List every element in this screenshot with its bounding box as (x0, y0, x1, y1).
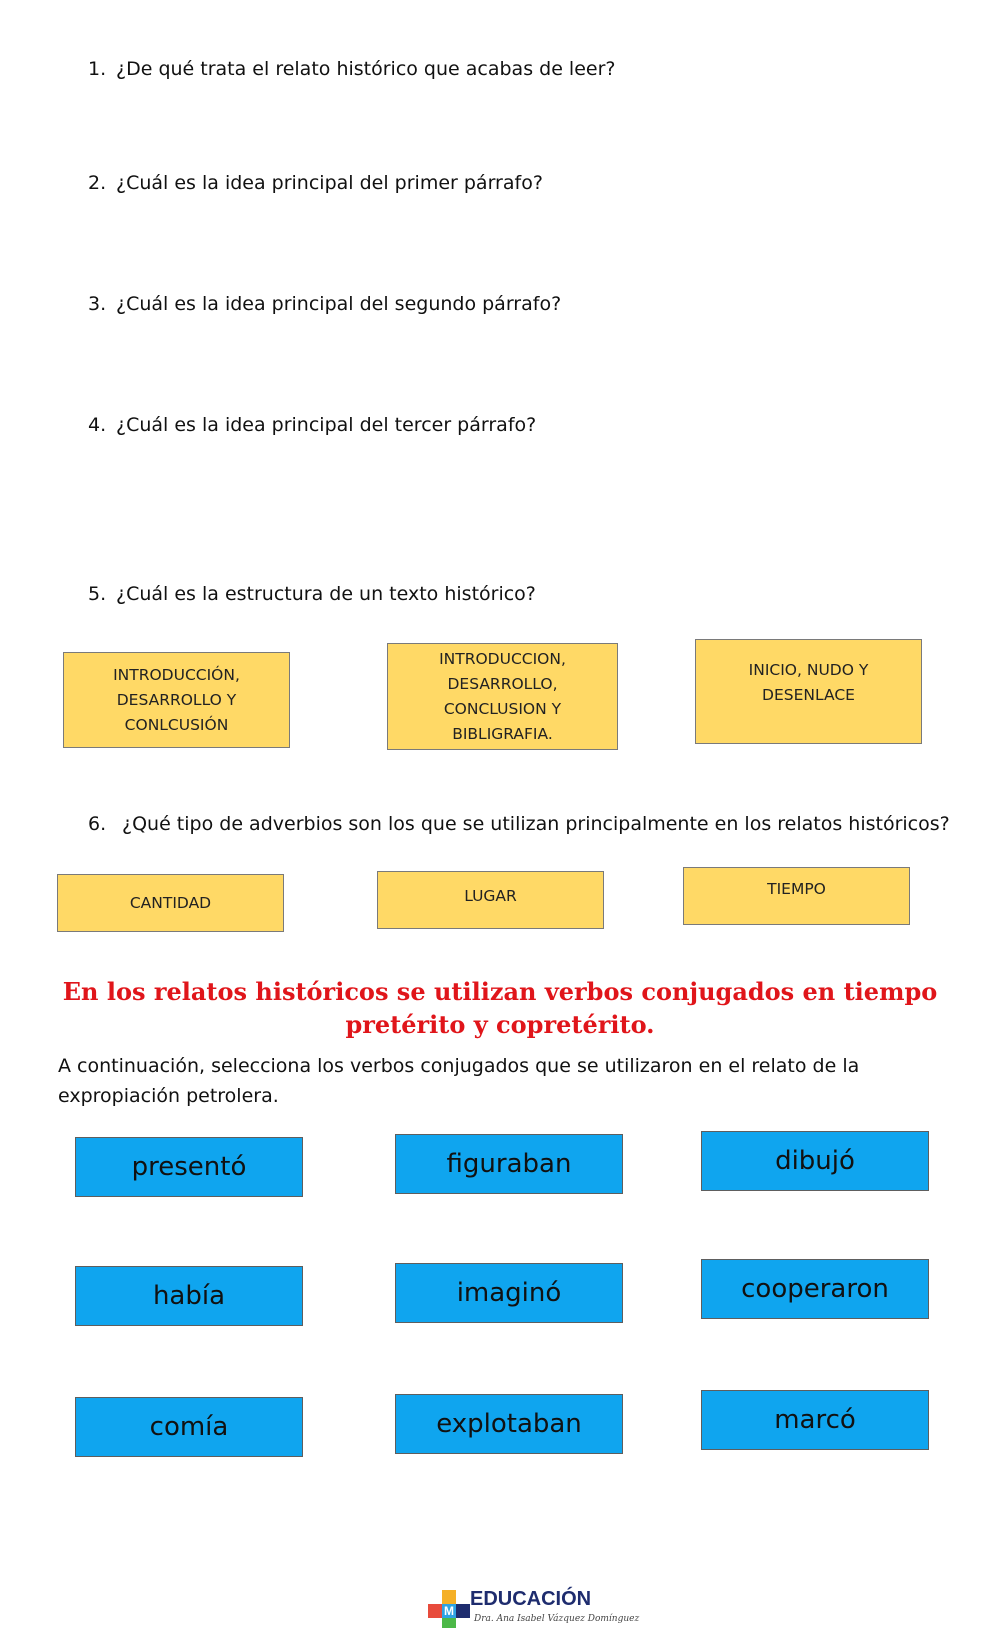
q5-option-3[interactable] (695, 639, 922, 744)
highlight-line: pretérito y copretérito. (345, 1010, 655, 1039)
question-text: ¿De qué trata el relato histórico que acabas de leer? (116, 58, 616, 80)
option-label: CANTIDAD (129, 893, 212, 912)
option-line: INICIO, NUDO Y (748, 661, 869, 679)
question-5 (88, 583, 536, 605)
question-3 (88, 293, 561, 315)
question-text: ¿Cuál es la idea principal del primer párrafo? (116, 172, 543, 194)
question-text: ¿Qué tipo de adverbios son los que se utilizan principalmente en los relatos históricos? (122, 813, 950, 835)
option-line: CONCLUSION Y (443, 699, 562, 718)
blocks-logo-icon (428, 1590, 470, 1628)
option-line: BIBLIGRAFIA. (452, 724, 553, 743)
q5-option-1[interactable] (63, 652, 290, 748)
logo-name: EDUCACIÓN (470, 1588, 592, 1610)
footer-logo (428, 1586, 640, 1632)
verb-label: dibujó (775, 1146, 855, 1176)
question-number: 6. (88, 813, 107, 835)
question-6 (88, 813, 950, 835)
verb-option-imagino[interactable] (395, 1263, 623, 1323)
option-label: TIEMPO (767, 880, 826, 898)
verb-option-explotaban[interactable] (395, 1394, 623, 1454)
verb-option-habia[interactable] (75, 1266, 303, 1326)
verb-label: había (152, 1281, 226, 1311)
option-line: DESARROLLO Y (116, 690, 237, 709)
verb-label: explotaban (436, 1409, 582, 1439)
q6-option-cantidad[interactable] (57, 874, 284, 932)
question-number: 5. (88, 583, 107, 605)
option-label: LUGAR (464, 887, 517, 905)
option-line: INTRODUCCIÓN, (113, 665, 240, 684)
verb-option-comia[interactable] (75, 1397, 303, 1457)
q6-option-lugar[interactable] (377, 871, 604, 929)
instruction-text: A continuación, selecciona los verbos conjugados que se utilizaron en el relato de la expropiación petrolera. (58, 1055, 860, 1107)
verb-label: marcó (774, 1405, 856, 1435)
question-number: 2. (88, 172, 107, 194)
verb-label: presentó (131, 1152, 247, 1182)
verb-option-cooperaron[interactable] (701, 1259, 929, 1319)
question-text: ¿Cuál es la estructura de un texto histórico? (116, 583, 536, 605)
highlight-line: En los relatos históricos se utilizan verbos conjugados en tiempo (62, 977, 938, 1006)
verb-label: cooperaron (741, 1274, 889, 1304)
svg-text:M: M (444, 1604, 454, 1618)
verb-label: figuraban (446, 1149, 572, 1179)
verb-option-marco[interactable] (701, 1390, 929, 1450)
q5-option-2[interactable] (387, 643, 618, 750)
logo-subtitle: Dra. Ana Isabel Vázquez Domínguez (474, 1614, 640, 1624)
highlight-statement (40, 975, 960, 1041)
option-line: DESENLACE (762, 686, 855, 704)
q6-option-tiempo[interactable] (683, 867, 910, 925)
verb-option-figuraban[interactable] (395, 1134, 623, 1194)
question-2 (88, 172, 543, 194)
option-line: INTRODUCCION, (439, 649, 566, 668)
verb-label: imaginó (456, 1278, 562, 1308)
verb-option-dibujo[interactable] (701, 1131, 929, 1191)
question-text: ¿Cuál es la idea principal del segundo párrafo? (116, 293, 562, 315)
verb-label: comía (149, 1412, 229, 1442)
option-line: DESARROLLO, (447, 674, 558, 693)
question-text: ¿Cuál es la idea principal del tercer párrafo? (116, 414, 537, 436)
question-number: 3. (88, 293, 107, 315)
question-1 (88, 58, 615, 80)
option-line: CONLCUSIÓN (124, 715, 229, 734)
verb-option-presento[interactable] (75, 1137, 303, 1197)
question-number: 1. (88, 58, 107, 80)
question-4 (88, 414, 536, 436)
question-number: 4. (88, 414, 107, 436)
